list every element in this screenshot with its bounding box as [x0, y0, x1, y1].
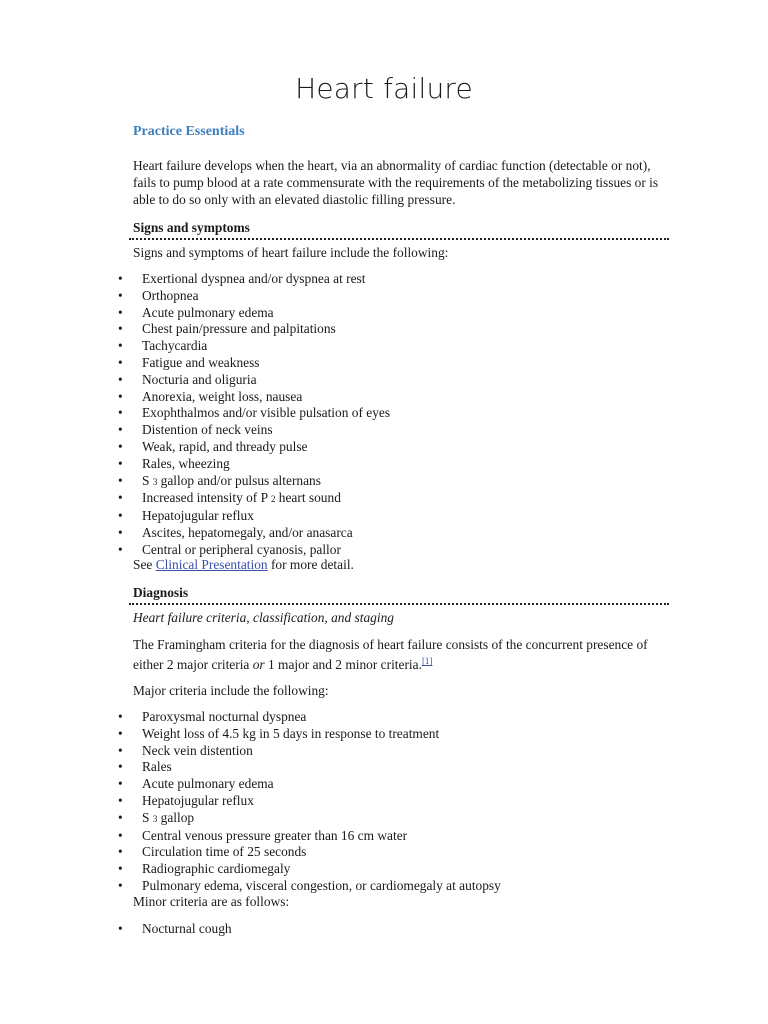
- s3g-prefix: S: [142, 809, 150, 825]
- list-item: [118, 810, 501, 828]
- list-item: • Central venous pressure greater than 16 cm water: [118, 828, 501, 845]
- p2-prefix: Increased intensity of P: [142, 490, 268, 506]
- diagnosis-subheading: Heart failure criteria, classification, and staging: [133, 610, 394, 625]
- list-item: • Nocturnal cough: [118, 921, 232, 938]
- major-criteria-lead: Major criteria include the following:: [133, 683, 329, 698]
- s3-prefix: S: [142, 472, 150, 488]
- list-item: • Nocturia and oliguria: [118, 372, 390, 389]
- list-item: • Neck vein distention: [118, 743, 501, 760]
- p2-rest: heart sound: [275, 490, 341, 506]
- list-item: • Weight loss of 4.5 kg in 5 days in response to treatment: [118, 726, 501, 743]
- list-item: • Rales: [118, 759, 501, 776]
- list-item: • Paroxysmal nocturnal dyspnea: [118, 709, 501, 726]
- signs-heading: Signs and symptoms: [133, 220, 250, 235]
- list-item: • Weak, rapid, and thready pulse: [118, 439, 390, 456]
- list-item: • Hepatojugular reflux: [118, 508, 390, 525]
- p2-subscript: 2: [270, 494, 276, 505]
- divider: [129, 603, 669, 605]
- list-item: • Chest pain/pressure and palpitations: [118, 321, 390, 338]
- see-suffix: for more detail.: [267, 557, 354, 572]
- list-item: • Radiographic cardiomegaly: [118, 861, 501, 878]
- divider: [129, 238, 669, 240]
- list-item: [118, 490, 390, 508]
- list-item: • Ascites, hepatomegaly, and/or anasarca: [118, 525, 390, 542]
- minor-criteria-list: [118, 921, 232, 938]
- reference-link[interactable]: [1]: [421, 656, 433, 666]
- signs-lead: Signs and symptoms of heart failure include the following:: [133, 245, 449, 260]
- s3g-rest: gallop: [157, 809, 195, 825]
- list-item: • Exertional dyspnea and/or dyspnea at rest: [118, 271, 390, 288]
- list-item: • Central or peripheral cyanosis, pallor: [118, 542, 390, 559]
- list-item: • Distention of neck veins: [118, 422, 390, 439]
- framingham-or: or: [252, 657, 265, 672]
- diagnosis-heading: Diagnosis: [133, 585, 189, 600]
- framingham-text-1: The Framingham criteria for the diagnosis of heart failure consists of the concurrent presence of either 2 major criteria: [133, 637, 648, 672]
- signs-list: [118, 271, 390, 559]
- list-item: • Orthopnea: [118, 288, 390, 305]
- list-item: [118, 473, 390, 491]
- see-more-line: [133, 557, 354, 573]
- major-criteria-list: [118, 709, 501, 895]
- clinical-presentation-link[interactable]: Clinical Presentation: [155, 557, 268, 572]
- list-item: • Circulation time of 25 seconds: [118, 844, 501, 861]
- s3-subscript: 3: [152, 476, 158, 487]
- list-item: • Tachycardia: [118, 338, 390, 355]
- s3g-subscript: 3: [152, 813, 158, 824]
- list-item: • Rales, wheezing: [118, 456, 390, 473]
- list-item: • Pulmonary edema, visceral congestion, or cardiomegaly at autopsy: [118, 878, 501, 895]
- page-title: Heart failure: [295, 72, 473, 105]
- list-item: • Anorexia, weight loss, nausea: [118, 389, 390, 406]
- minor-criteria-lead: Minor criteria are as follows:: [133, 894, 290, 909]
- list-item: • Acute pulmonary edema: [118, 776, 501, 793]
- framingham-text-2: 1 major and 2 minor criteria.: [264, 657, 422, 672]
- list-item: • Exophthalmos and/or visible pulsation of eyes: [118, 405, 390, 422]
- see-prefix: See: [133, 557, 156, 572]
- list-item: • Hepatojugular reflux: [118, 793, 501, 810]
- list-item: • Acute pulmonary edema: [118, 305, 390, 322]
- s3-rest: gallop and/or pulsus alternans: [157, 472, 321, 488]
- intro-paragraph: Heart failure develops when the heart, via an abnormality of cardiac function (detectable or not), fails to pump blood at a rate commensurate with the requirements of the metabolizing tissues or is able to do so only with an elevated diastolic filling pressure.: [133, 158, 659, 207]
- section-title: Practice Essentials: [133, 124, 245, 139]
- list-item: • Fatigue and weakness: [118, 355, 390, 372]
- framingham-paragraph: [133, 636, 668, 673]
